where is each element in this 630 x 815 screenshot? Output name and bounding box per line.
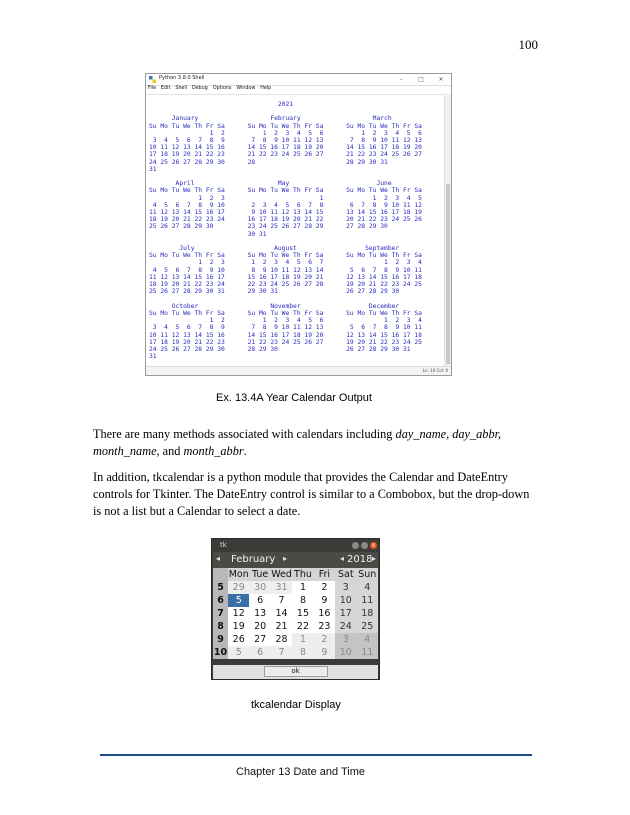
day-cell: 4: [357, 633, 378, 646]
week-row: [213, 607, 378, 620]
week-row: [213, 581, 378, 594]
day-cell: 28: [271, 633, 292, 646]
day-cell: 7: [271, 594, 292, 607]
day-cell: 2: [314, 633, 335, 646]
week-number: 9: [213, 633, 228, 646]
menu-file: File: [148, 86, 157, 91]
idle-menubar: [148, 86, 271, 94]
day-cell: 14: [271, 607, 292, 620]
week-row: [213, 633, 378, 646]
figure-caption-tkcalendar: tkcalendar Display: [251, 699, 341, 711]
ok-button: ok: [264, 666, 328, 677]
day-cell: 31: [271, 581, 292, 594]
para1-text: and: [159, 444, 184, 458]
week-row: [213, 620, 378, 633]
day-cell: 8: [292, 646, 313, 659]
calendar-grid: [213, 568, 378, 659]
day-cell: 16: [314, 607, 335, 620]
method-month-abbr: month_abbr: [183, 444, 244, 458]
method-day-abbr: day_abbr,: [452, 427, 502, 441]
menu-window: Window: [236, 86, 256, 91]
idle-shell-screenshot: [145, 73, 452, 376]
paragraph-calendar-methods: [93, 426, 533, 460]
menu-debug: Debug: [192, 86, 208, 91]
tk-titlebar: [212, 539, 379, 552]
day-cell: 23: [314, 620, 335, 633]
day-cell: 7: [271, 646, 292, 659]
day-cell: 4: [357, 581, 378, 594]
weekday-label: Tue: [249, 568, 270, 581]
para1-text: There are many methods associated with calendars including: [93, 427, 396, 441]
menu-edit: Edit: [161, 86, 171, 91]
idle-statusbar: [146, 366, 451, 375]
day-cell: 20: [249, 620, 270, 633]
chapter-footer: Chapter 13 Date and Time: [236, 766, 366, 778]
method-day-name: day_name,: [395, 427, 450, 441]
month-label: February: [231, 554, 276, 565]
day-cell: 10: [335, 594, 356, 607]
day-cell: 10: [335, 646, 356, 659]
day-cell: 2: [314, 581, 335, 594]
paragraph-tkcalendar: In addition, tkcalendar is a python module that provides the Calendar and DateEntry controls for Tkinter. The DateEntry control is similar to a Combobox, but the drop-down is not a list but a Calendar to select a date.: [93, 470, 530, 518]
footer-divider: [100, 754, 532, 756]
day-cell: 12: [228, 607, 249, 620]
idle-scrollbar: [444, 94, 451, 368]
tkcalendar-screenshot: [211, 538, 380, 680]
week-number-corner: [213, 568, 228, 581]
weekday-label: Fri: [314, 568, 335, 581]
maximize-icon: □: [418, 76, 424, 83]
idle-window-title: Python 3.8.0 Shell: [159, 75, 205, 81]
method-month-name: month_name,: [93, 444, 160, 458]
day-cell: 9: [314, 646, 335, 659]
close-icon: ×: [370, 542, 377, 549]
weekday-header-row: [213, 568, 378, 581]
day-cell: 13: [249, 607, 270, 620]
minimize-icon: –: [399, 76, 403, 83]
idle-titlebar: [146, 74, 451, 86]
minimize-icon: [352, 542, 359, 549]
day-cell: 21: [271, 620, 292, 633]
day-cell: 6: [249, 646, 270, 659]
day-cell: 8: [292, 594, 313, 607]
weekday-label: Wed: [271, 569, 292, 580]
menu-shell: Shell: [175, 86, 188, 91]
day-cell: 6: [249, 594, 270, 607]
day-cell: 3: [335, 633, 356, 646]
line-col-status: Ln: 10 Col: 0: [422, 368, 448, 373]
day-cell: 11: [357, 646, 378, 659]
weekday-label: Thu: [294, 569, 312, 580]
day-cell: 30: [249, 581, 270, 594]
day-cell: 1: [292, 581, 313, 594]
prev-year-arrow-icon: ◂: [340, 554, 345, 563]
day-cell: 29: [228, 581, 249, 594]
menu-help: Help: [260, 86, 272, 91]
prev-month-arrow-icon: ◂: [216, 554, 221, 563]
year-calendar-text: 2021 January February March Su Mo Tu We Th Fr Sa Su Mo Tu We Th Fr Sa Su Mo Tu We Th Fr Sa 1 2 1 2 3 4 5 6 1 2 3 4 5 6 3 4 5 6 7 8 9 7 8 9 10 11 12 13 7 8 9 10 11 12 13 10 11 12 13 14 15 16 14 15 16 17 18 19 20 14 15 16 17 18 19 20 17 18 19 20 21 22 23 21 22 23 24 25 26 27 21 22 23 24 25 26 27 24 25 26 27 28 29 30 28 28 29 30 31 31 April May June Su Mo Tu We Th Fr Sa Su Mo Tu We Th Fr Sa Su Mo Tu We Th Fr Sa 1 2 3 1 1 2 3 4 5 4 5 6 7 8 9 10 2 3 4 5 6 7 8 6 7 8 9 10 11 12 11 12 13 14 15 16 17 9 10 11 12 13 14 15 13 14 15 16 17 18 19 18 19 20 21 22 23 24 16 17 18 19 20 21 22 20 21 22 23 24 25 26 25 26 27 28 29 30 23 24 25 26 27 28 29 27 28 29 30 30 31 July August September Su Mo Tu We Th Fr Sa Su Mo Tu We Th Fr Sa Su Mo Tu We Th Fr Sa 1 2 3 1 2 3 4 5 6 7 1 2 3 4 4 5 6 7 8 9 10 8 9 10 11 12 13 14 5 6 7 8 9 10 11 11 12 13 14 15 16 17 15 16 17 18 19 20 21 12 13 14 15 16 17 18 18 19 20 21 22 23 24 22 23 24 25 26 27 28 19 20 21 22 23 24 25 25 26 27 28 29 30 31 29 30 31 26 27 28 29 30 October November December Su Mo Tu We Th Fr Sa Su Mo Tu We Th Fr Sa Su Mo Tu We Th Fr Sa 1 2 1 2 3 4 5 6 1 2 3 4 3 4 5 6 7 8 9 7 8 9 10 11 12 13 5 6 7 8 9 10 11 10 11 12 13 14 15 16 14 15 16 17 18 19 20 12 13 14 15 16 17 18 17 18 19 20 21 22 23 21 22 23 24 25 26 27 19 20 21 22 23 24 25 24 25 26 27 28 29 30 28 29 30 26 27 28 29 30 31 31: [149, 101, 422, 361]
idle-scroll-thumb: [446, 184, 450, 364]
day-cell: 24: [335, 620, 356, 633]
day-cell: 15: [292, 607, 313, 620]
calendar-header: [213, 552, 378, 568]
tk-footer: [213, 665, 378, 679]
idle-shell-output: [146, 94, 447, 369]
day-cell: 27: [249, 633, 270, 646]
week-number: 6: [213, 594, 228, 607]
week-row: [213, 646, 378, 659]
page-number: 100: [518, 37, 538, 52]
day-cell: 5: [228, 646, 249, 659]
week-number: 8: [213, 620, 228, 633]
weekday-label: Sat: [335, 568, 356, 581]
tk-window-title: tk: [220, 541, 227, 549]
next-year-arrow-icon: ▸: [372, 554, 377, 563]
week-number: 7: [213, 607, 228, 620]
day-cell: 17: [335, 607, 356, 620]
menu-options: Options: [212, 86, 232, 91]
day-cell: 1: [292, 633, 313, 646]
day-cell: 11: [357, 594, 378, 607]
python-icon: [149, 76, 156, 83]
selected-day-cell: 5: [228, 594, 249, 607]
day-cell: 25: [357, 620, 378, 633]
day-cell: 18: [357, 607, 378, 620]
week-number: 5: [213, 581, 228, 594]
maximize-icon: [361, 542, 368, 549]
close-icon: ✕: [438, 76, 444, 83]
year-label: 2018: [347, 554, 373, 565]
day-cell: 9: [314, 594, 335, 607]
figure-caption-year-calendar: Ex. 13.4A Year Calendar Output: [216, 392, 372, 404]
week-row: [213, 594, 378, 607]
day-cell: 19: [228, 620, 249, 633]
day-cell: 26: [228, 633, 249, 646]
day-cell: 22: [292, 620, 313, 633]
next-month-arrow-icon: ▸: [283, 554, 288, 563]
day-cell: 3: [335, 581, 356, 594]
weekday-label: Mon: [228, 569, 249, 580]
weekday-label: Sun: [358, 569, 377, 580]
week-number: 10: [213, 647, 228, 658]
para1-period: .: [243, 444, 247, 458]
